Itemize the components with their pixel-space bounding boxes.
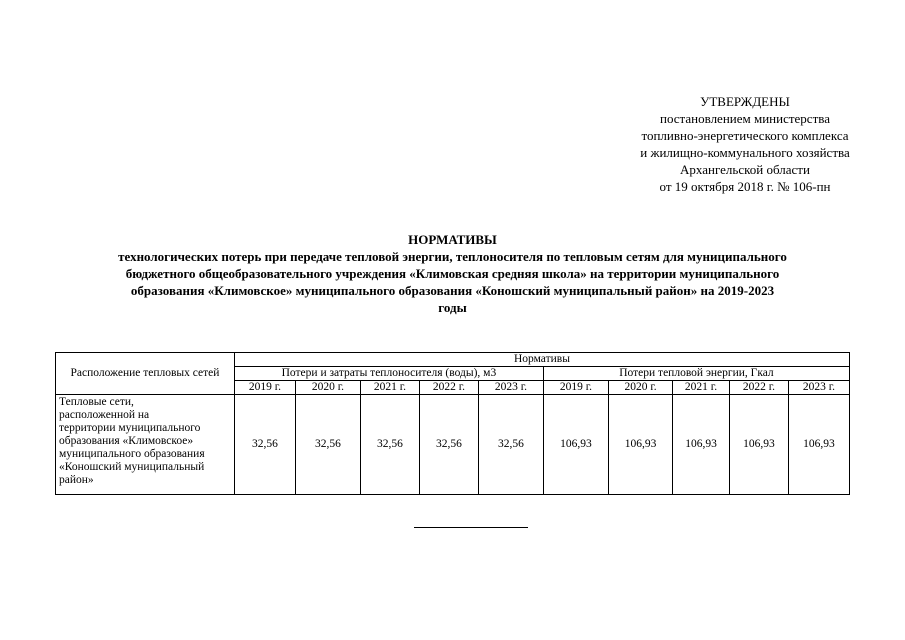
- closing-divider-line: [414, 527, 528, 528]
- approval-line: и жилищно-коммунального хозяйства: [640, 145, 850, 160]
- heat-value-cell: 106,93: [788, 395, 849, 495]
- location-line: Тепловые сети,: [59, 396, 134, 408]
- approval-line: топливно-энергетического комплекса: [641, 128, 849, 143]
- table-row: [56, 395, 850, 495]
- location-line: «Коношский муниципальный: [59, 461, 205, 473]
- title-subtitle-line: образования «Климовское» муниципального образования «Коношский муниципальный район» на 2019-2023: [130, 283, 775, 298]
- water-value-cell: 32,56: [419, 395, 478, 495]
- water-value-cell: 32,56: [478, 395, 543, 495]
- heat-value-cell: 106,93: [729, 395, 788, 495]
- location-line: расположенной на: [59, 409, 150, 421]
- approval-line: Архангельской области: [680, 162, 810, 177]
- year-header: 2023 г.: [788, 381, 849, 395]
- year-header: 2020 г.: [295, 381, 360, 395]
- document-title: [50, 231, 855, 316]
- header-row-norms: [56, 353, 850, 367]
- location-cell: [56, 395, 235, 495]
- year-header: 2019 г.: [543, 381, 608, 395]
- year-header: 2022 г.: [729, 381, 788, 395]
- title-subtitle-line: технологических потерь при передаче тепловой энергии, теплоносителя по тепловым сетям для муниципального: [118, 249, 787, 264]
- year-header: 2020 г.: [609, 381, 673, 395]
- approval-heading: УТВЕРЖДЕНЫ: [700, 94, 790, 109]
- water-value-cell: 32,56: [295, 395, 360, 495]
- water-value-cell: 32,56: [234, 395, 295, 495]
- approval-date-line: от 19 октября 2018 г. № 106-пн: [659, 179, 831, 194]
- location-line: образования «Климовское»: [59, 435, 194, 447]
- title-subtitle-line: годы: [438, 300, 467, 315]
- water-value-cell: 32,56: [360, 395, 419, 495]
- heat-value-cell: 106,93: [543, 395, 608, 495]
- approval-block: [605, 93, 885, 195]
- location-line: территории муниципального: [59, 422, 201, 434]
- year-header: 2023 г.: [478, 381, 543, 395]
- heat-value-cell: 106,93: [609, 395, 673, 495]
- title-main: НОРМАТИВЫ: [408, 232, 497, 247]
- location-line: район»: [59, 474, 94, 486]
- water-loss-header: Потери и затраты теплоносителя (воды), м3: [234, 367, 543, 381]
- year-header: 2022 г.: [419, 381, 478, 395]
- year-header: 2021 г.: [360, 381, 419, 395]
- norms-table: [55, 352, 850, 495]
- location-header: Расположение тепловых сетей: [56, 353, 235, 395]
- heat-value-cell: 106,93: [673, 395, 730, 495]
- heat-loss-header: Потери тепловой энергии, Гкал: [543, 367, 849, 381]
- year-header: 2019 г.: [234, 381, 295, 395]
- title-subtitle-line: бюджетного общеобразовательного учреждения «Климовская средняя школа» на территории муниципального: [125, 266, 780, 281]
- norms-header: Нормативы: [234, 353, 849, 367]
- approval-line: постановлением министерства: [659, 111, 830, 126]
- year-header: 2021 г.: [673, 381, 730, 395]
- location-line: муниципального образования: [59, 448, 205, 460]
